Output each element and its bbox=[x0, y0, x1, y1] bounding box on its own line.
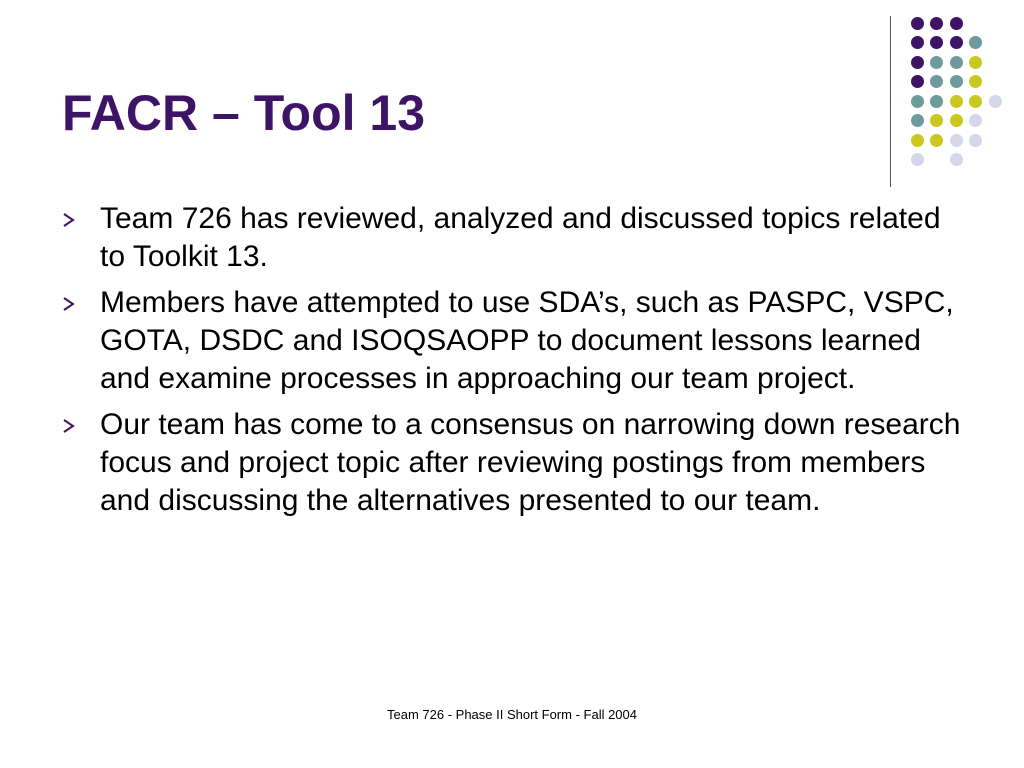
dot-yellow bbox=[950, 114, 963, 127]
dot-teal bbox=[911, 95, 924, 108]
dot-yellow bbox=[969, 56, 982, 69]
bullet-text: Our team has come to a consensus on narrowing down research focus and project topic after reviewing postings from members and discussing the alternatives presented to our team. bbox=[100, 408, 961, 517]
dot-teal bbox=[911, 114, 924, 127]
dot-purple bbox=[930, 17, 943, 30]
dot-teal bbox=[930, 56, 943, 69]
dot-purple bbox=[950, 36, 963, 49]
dot-purple bbox=[911, 36, 924, 49]
dot-lavender bbox=[950, 153, 963, 166]
dot-purple bbox=[911, 17, 924, 30]
dot-yellow bbox=[911, 134, 924, 147]
chevron-right-icon bbox=[62, 212, 76, 228]
dot-lavender bbox=[969, 114, 982, 127]
dot-lavender bbox=[950, 134, 963, 147]
dot-teal bbox=[930, 95, 943, 108]
dot-teal bbox=[950, 75, 963, 88]
dot-lavender bbox=[969, 134, 982, 147]
dot-teal bbox=[969, 36, 982, 49]
dot-purple bbox=[950, 17, 963, 30]
bullet-item bbox=[62, 406, 962, 520]
dot-yellow bbox=[950, 95, 963, 108]
dot-teal bbox=[930, 75, 943, 88]
dot-purple bbox=[911, 56, 924, 69]
dot-purple bbox=[930, 36, 943, 49]
bullet-item bbox=[62, 284, 962, 398]
dot-yellow bbox=[930, 114, 943, 127]
chevron-right-icon bbox=[62, 418, 76, 434]
chevron-right-icon bbox=[62, 296, 76, 312]
dot-lavender bbox=[989, 95, 1002, 108]
dot-lavender bbox=[911, 153, 924, 166]
dot-yellow bbox=[969, 75, 982, 88]
bullet-text: Team 726 has reviewed, analyzed and discussed topics related to Toolkit 13. bbox=[100, 202, 941, 273]
dot-yellow bbox=[930, 134, 943, 147]
dot-yellow bbox=[969, 95, 982, 108]
vertical-rule bbox=[890, 16, 891, 187]
bullet-text: Members have attempted to use SDA’s, such as PASPC, VSPC, GOTA, DSDC and ISOQSAOPP to document lessons learned and examine processes in approaching our team project. bbox=[100, 286, 954, 395]
bullet-list bbox=[62, 200, 962, 528]
slide-title: FACR – Tool 13 bbox=[62, 85, 426, 141]
bullet-item bbox=[62, 200, 962, 276]
slide-footer: Team 726 - Phase II Short Form - Fall 2004 bbox=[387, 707, 637, 722]
dot-teal bbox=[950, 56, 963, 69]
dot-purple bbox=[911, 75, 924, 88]
